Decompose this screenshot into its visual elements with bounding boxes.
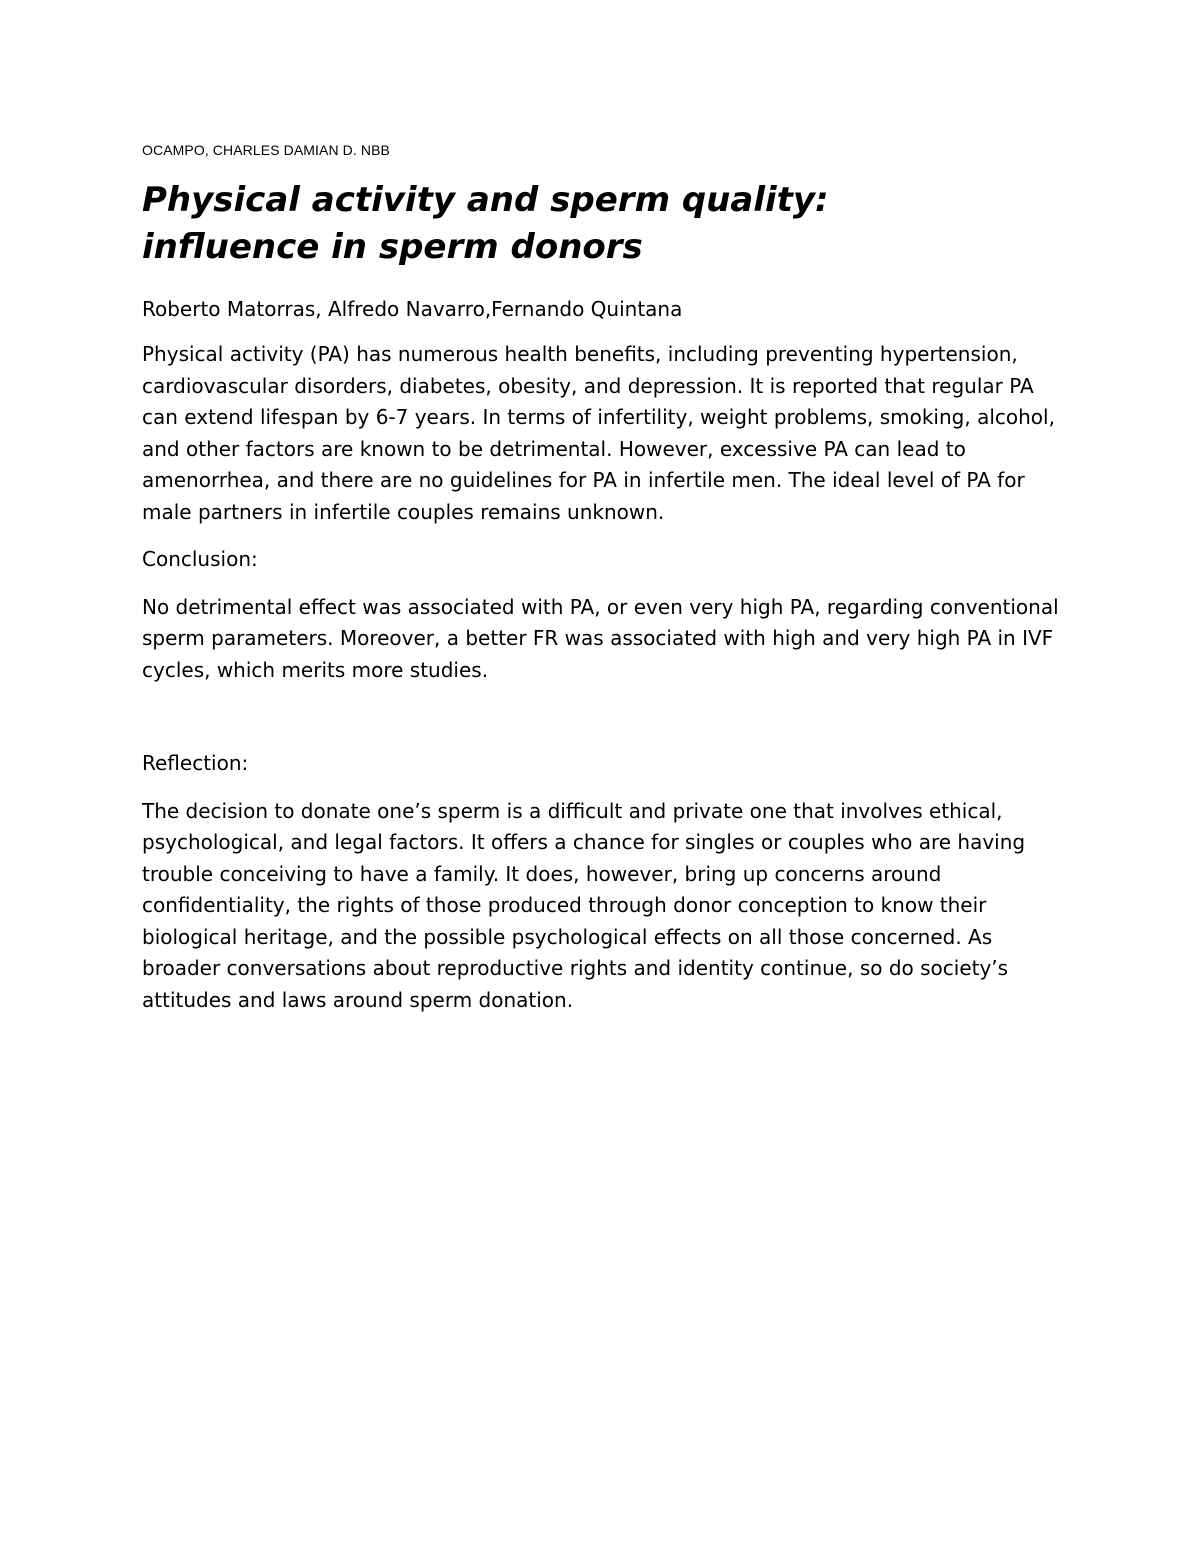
student-name-line: OCAMPO, CHARLES DAMIAN D. NBB — [142, 142, 390, 158]
conclusion-heading: Conclusion: — [142, 547, 258, 571]
document-title — [142, 177, 1062, 271]
reflection-paragraph: The decision to donate one’s sperm is a difficult and private one that involves ethical, psychological, and legal factors. It offers a chance for singles or couples who are having trouble conceiving to have a family. It does, however, bring up concerns around confidentiality, the rights of those produced through donor conception to know their biological heritage, and the possible psychological effects on all those concerned. As broader conversations about reproductive rights and identity continue, so do society’s attitudes and laws around sperm donation. — [142, 798, 1026, 1012]
document-content — [142, 141, 1062, 1032]
section-spacer — [142, 702, 1062, 748]
title-line-2: influence in sperm donors — [142, 227, 643, 267]
conclusion-paragraph: No detrimental effect was associated with PA, or even very high PA, regarding conventional sperm parameters. Moreover, a better FR was associated with high and very high PA in IVF cycles, which merits more studies. — [142, 594, 1059, 682]
title-line-1: Physical activity and sperm quality: — [142, 180, 829, 220]
intro-paragraph: Physical activity (PA) has numerous health benefits, including preventing hypertension, cardiovascular disorders, diabetes, obesity, and depression. It is reported that regular PA can extend lifespan by 6-7 years. In terms of infertility, weight problems, smoking, alcohol, and other factors are known to be detrimental. However, excessive PA can lead to amenorrhea, and there are no guidelines for PA in infertile men. The ideal level of PA for male partners in infertile couples remains unknown. — [142, 342, 1055, 524]
authors-line: Roberto Matorras, Alfredo Navarro,Fernando Quintana — [142, 297, 683, 321]
reflection-heading: Reflection: — [142, 751, 249, 775]
